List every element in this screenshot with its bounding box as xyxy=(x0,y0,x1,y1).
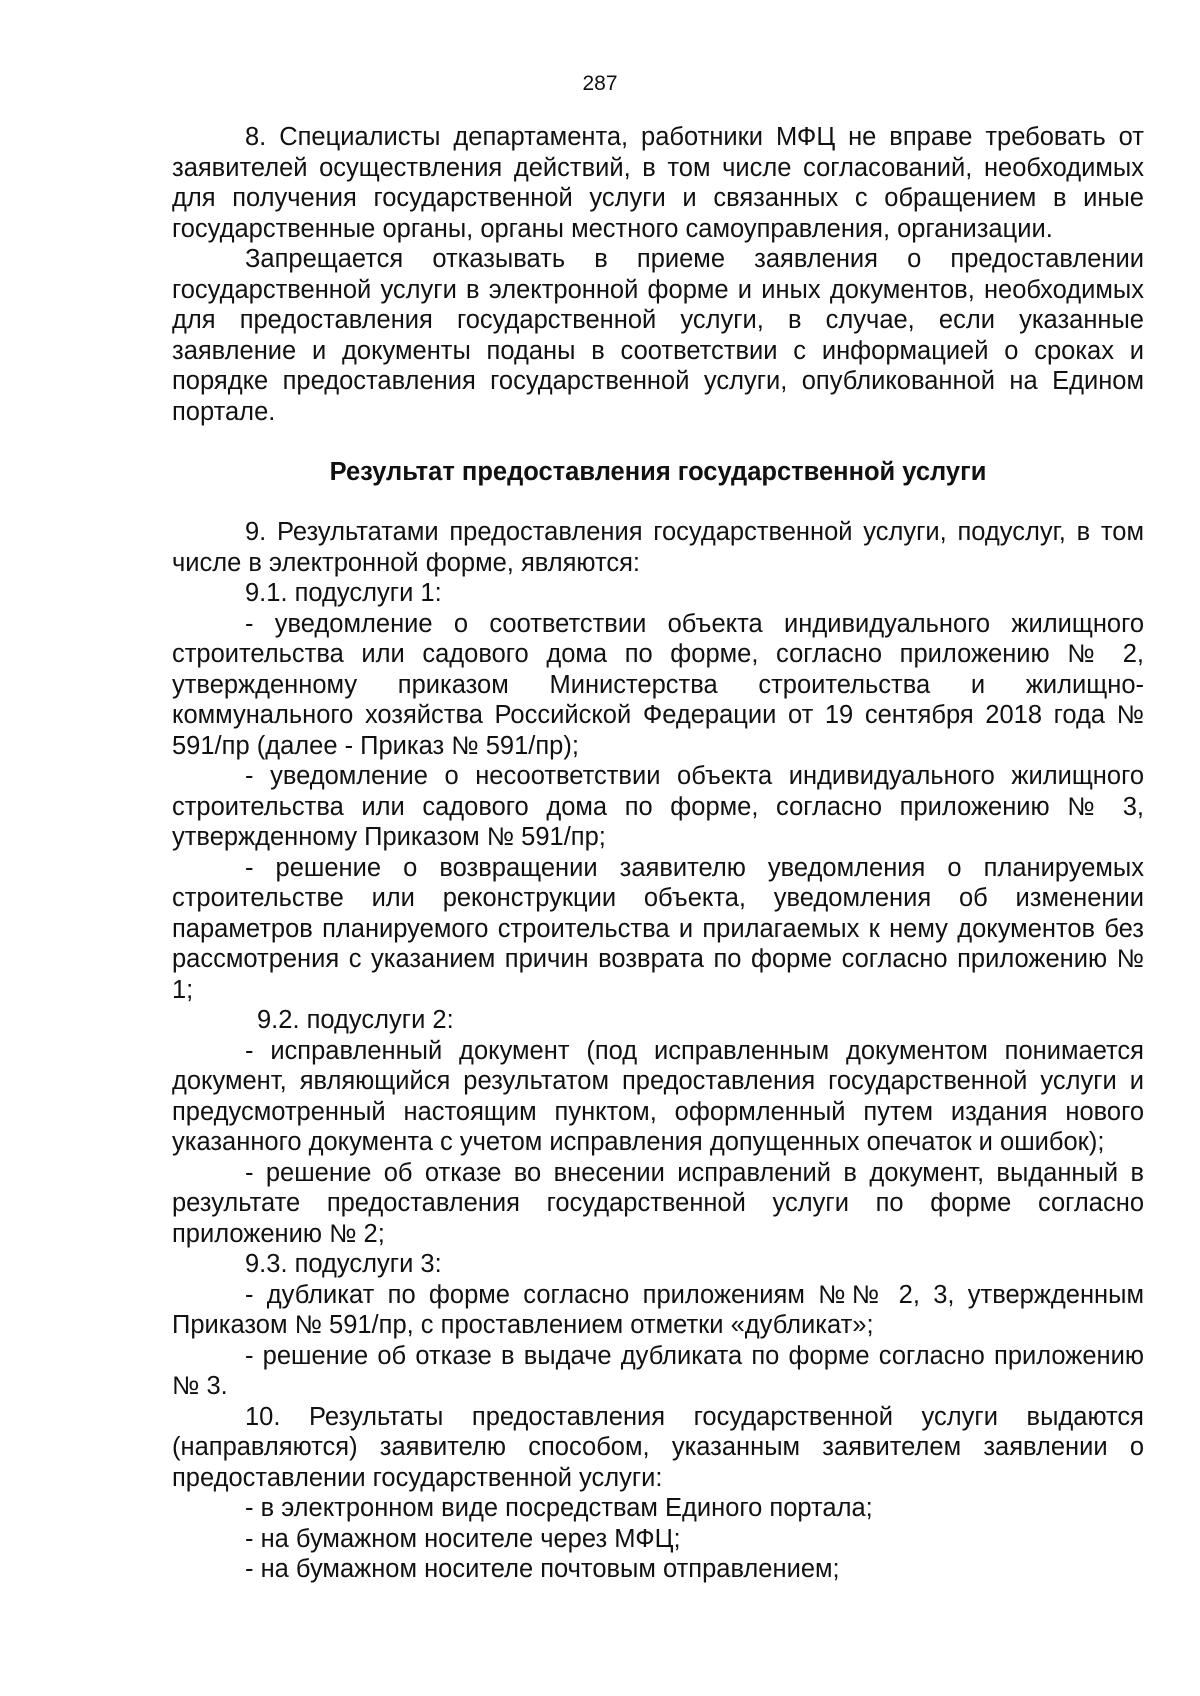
section-heading: Результат предоставления государственной услуги xyxy=(329,458,987,486)
list-item: - уведомление о несоответствии объекта индивидуального жилищного строительства или садового дома по форме, согласно приложению № 3, утвержденному Приказом № 591/пр; xyxy=(172,762,1144,851)
subitem-9-1: 9.1. подуслуги 1: xyxy=(245,579,442,607)
subitem-9-3: 9.3. подуслуги 3: xyxy=(245,1250,442,1278)
list-item: - решение об отказе в выдаче дубликата по форме согласно приложению № 3. xyxy=(172,1341,1144,1400)
list-item: - исправленный документ (под исправленным документом понимается документ, являющийся результатом предоставления государственной услуги и предусмотренный настоящим пунктом, оформленный путем издания нового указанного документа с учетом исправления допущенных опечаток и ошибок); xyxy=(172,1036,1144,1156)
page-number: 287 xyxy=(582,72,618,95)
paragraph-9: 9. Результатами предоставления государственной услуги, подуслуг, в том числе в электронной форме, являются: xyxy=(172,518,1144,577)
paragraph-10: 10. Результаты предоставления государственной услуги выдаются (направляются) заявителю способом, указанным заявителем заявлении о предоставлении государственной услуги: xyxy=(172,1402,1144,1492)
document-body xyxy=(172,122,1144,1585)
paragraph-8: 8. Специалисты департамента, работники МФЦ не вправе требовать от заявителей осуществления действий, в том числе согласований, необходимых для получения государственной услуги и связанных с обращением в иные государственные органы, органы местного самоуправления, организации. xyxy=(172,123,1144,243)
list-item: - решение о возвращении заявителю уведомления о планируемых строительстве или реконструкции объекта, уведомления об изменении параметров планируемого строительства и прилагаемых к нему документов без рассмотрения с указанием причин возврата по форме согласно приложению № 1; xyxy=(172,853,1144,1004)
subitem-9-2: 9.2. подуслуги 2: xyxy=(257,1006,454,1034)
list-item: - уведомление о соответствии объекта индивидуального жилищного строительства или садового дома по форме, согласно приложению № 2, утвержденному приказом Министерства строительства и жилищно-коммунального хозяйства Российской Федерации от 19 сентября 2018 года № 591/пр (далее - Приказ № 591/пр); xyxy=(172,609,1144,760)
list-item: - на бумажном носителе почтовым отправлением; xyxy=(245,1555,840,1583)
list-item: - решение об отказе во внесении исправлений в документ, выданный в результате предоставления государственной услуги по форме согласно приложению № 2; xyxy=(172,1158,1144,1248)
list-item: - дубликат по форме согласно приложениям №№ 2, 3, утвержденным Приказом № 591/пр, с проставлением отметки «дубликат»; xyxy=(172,1280,1144,1339)
list-item: - в электронном виде посредствам Единого портала; xyxy=(245,1494,873,1522)
list-item: - на бумажном носителе через МФЦ; xyxy=(245,1524,681,1553)
paragraph-prohibition: Запрещается отказывать в приеме заявления о предоставлении государственной услуги в электронной форме и иных документов, необходимых для предоставления государственной услуги, в случае, если указанные заявление и документы поданы в соответствии с информацией о сроках и порядке предоставления государственной услуги, опубликованной на Едином портале. xyxy=(172,245,1144,426)
